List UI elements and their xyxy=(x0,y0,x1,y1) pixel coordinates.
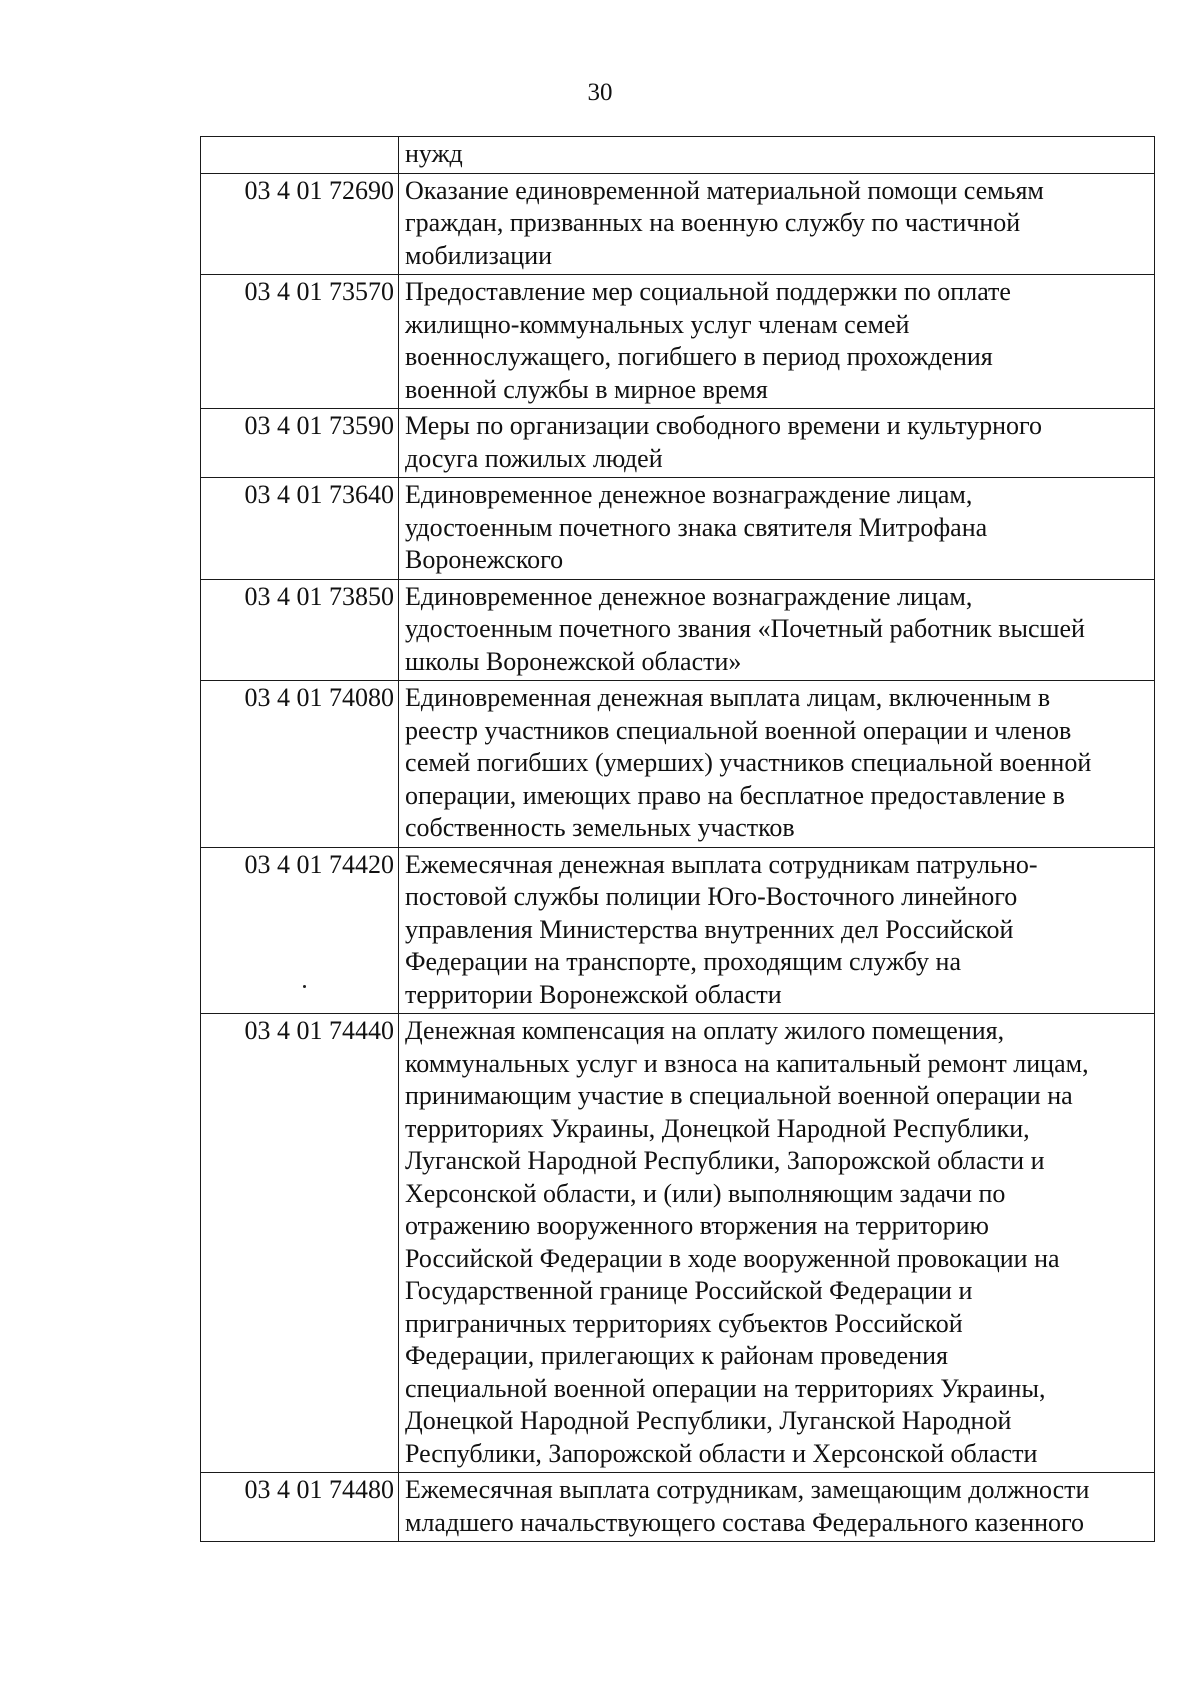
description-line: Луганской Народной Республики, Запорожской области и xyxy=(405,1146,1045,1175)
description-line: мобилизации xyxy=(405,240,553,270)
description-line: Республики, Запорожской области и Херсонской области xyxy=(405,1438,1038,1468)
description-line: Воронежского xyxy=(405,545,564,574)
description-line: Единовременная денежная выплата лицам, включенным в xyxy=(405,683,1051,712)
description-cell xyxy=(399,579,1155,681)
code-cell xyxy=(201,137,399,174)
table-row xyxy=(201,579,1155,681)
description-line: отражению вооруженного вторжения на территорию xyxy=(405,1211,989,1240)
description-line: управления Министерства внутренних дел Российской xyxy=(405,914,1014,944)
description-cell xyxy=(399,409,1155,478)
description-line: нужд xyxy=(405,139,463,168)
table-row xyxy=(201,409,1155,478)
description-line: реестр участников специальной военной операции и членов xyxy=(405,715,1072,745)
code-cell: 03 4 01 74440 xyxy=(201,1014,399,1473)
description-line: Единовременное денежное вознаграждение лицам, xyxy=(405,581,973,611)
description-line: собственность земельных участков xyxy=(405,813,795,842)
code-cell: 03 4 01 72690 xyxy=(201,173,399,275)
description-cell xyxy=(399,173,1155,275)
description-cell xyxy=(399,137,1155,174)
description-line: Херсонской области, и (или) выполняющим задачи по xyxy=(405,1178,1006,1208)
description-line: постовой службы полиции Юго-Восточного линейного xyxy=(405,882,1018,911)
description-cell xyxy=(399,275,1155,409)
code-cell: 03 4 01 73850 xyxy=(201,579,399,681)
description-line: принимающим участие в специальной военной операции на xyxy=(405,1081,1073,1110)
table-row xyxy=(201,275,1155,409)
code-cell: 03 4 01 73640 xyxy=(201,478,399,580)
description-line: Федерации, прилегающих к районам проведения xyxy=(405,1341,948,1370)
table-row xyxy=(201,847,1155,1014)
table-row xyxy=(201,1473,1155,1542)
code-cell: 03 4 01 74420 xyxy=(201,847,399,1014)
description-line: Денежная компенсация на оплату жилого помещения, xyxy=(405,1016,1005,1045)
table-row xyxy=(201,478,1155,580)
description-line: Единовременное денежное вознаграждение лицам, xyxy=(405,480,973,509)
description-cell xyxy=(399,478,1155,580)
description-line: операции, имеющих право на бесплатное предоставление в xyxy=(405,780,1065,810)
code-cell: 03 4 01 73570 xyxy=(201,275,399,409)
description-line: младшего начальствующего состава Федерального казенного xyxy=(405,1507,1085,1537)
description-cell xyxy=(399,847,1155,1014)
description-cell xyxy=(399,1014,1155,1473)
description-cell xyxy=(399,1473,1155,1542)
description-line: Ежемесячная выплата сотрудникам, замещающим должности xyxy=(405,1475,1090,1504)
description-line: Донецкой Народной Республики, Луганской Народной xyxy=(405,1406,1012,1435)
budget-code-table xyxy=(200,136,1155,1542)
code-cell: 03 4 01 74480 xyxy=(201,1473,399,1542)
description-line: граждан, призванных на военную службу по частичной xyxy=(405,208,1021,237)
description-line: Меры по организации свободного времени и культурного xyxy=(405,411,1043,440)
description-line: Оказание единовременной материальной помощи семьям xyxy=(405,175,1044,205)
description-line: территориях Украины, Донецкой Народной Республики, xyxy=(405,1113,1030,1143)
stray-mark xyxy=(303,985,306,988)
description-line: школы Воронежской области» xyxy=(405,646,742,676)
description-line: Государственной границе Российской Федерации и xyxy=(405,1276,973,1305)
description-cell xyxy=(399,681,1155,848)
description-line: специальной военной операции на территориях Украины, xyxy=(405,1373,1046,1403)
description-line: жилищно-коммунальных услуг членам семей xyxy=(405,309,910,339)
code-cell: 03 4 01 74080 xyxy=(201,681,399,848)
description-line: коммунальных услуг и взноса на капитальный ремонт лицам, xyxy=(405,1048,1089,1078)
description-line: Ежемесячная денежная выплата сотрудникам патрульно- xyxy=(405,849,1038,879)
table-row xyxy=(201,173,1155,275)
description-line: досуга пожилых людей xyxy=(405,443,663,473)
table-row xyxy=(201,137,1155,174)
code-cell: 03 4 01 73590 xyxy=(201,409,399,478)
page-number: 30 xyxy=(587,79,613,106)
description-line: Российской Федерации в ходе вооруженной провокации на xyxy=(405,1243,1060,1273)
description-line: Федерации на транспорте, проходящим службу на xyxy=(405,947,961,976)
table-row xyxy=(201,681,1155,848)
description-line: удостоенным почетного звания «Почетный работник высшей xyxy=(405,614,1085,643)
description-line: военной службы в мирное время xyxy=(405,374,768,404)
description-line: семей погибших (умерших) участников специальной военной xyxy=(405,748,1092,777)
description-line: удостоенным почетного знака святителя Митрофана xyxy=(405,512,988,542)
description-line: территории Воронежской области xyxy=(405,979,782,1009)
description-line: приграничных территориях субъектов Российской xyxy=(405,1308,963,1338)
description-line: Предоставление мер социальной поддержки по оплате xyxy=(405,277,1011,306)
table-row xyxy=(201,1014,1155,1473)
description-line: военнослужащего, погибшего в период прохождения xyxy=(405,342,993,371)
